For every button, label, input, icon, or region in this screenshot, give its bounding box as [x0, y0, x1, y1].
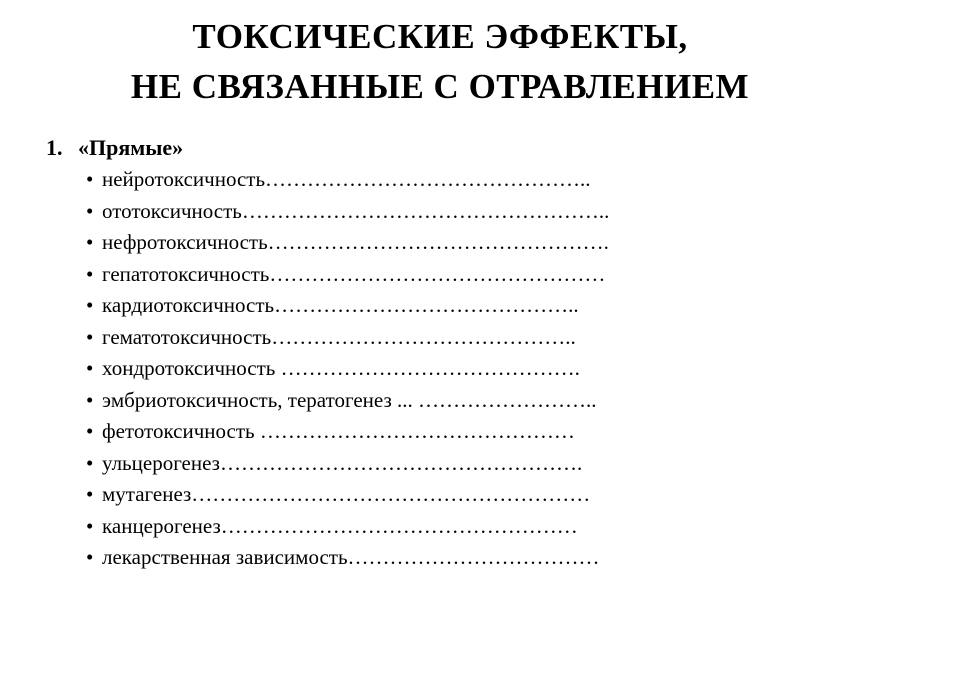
bullet-icon: • [86, 513, 94, 538]
list-item [86, 322, 906, 354]
bullet-icon: • [86, 356, 94, 380]
bullet-icon: • [86, 450, 94, 475]
list-item [86, 259, 906, 291]
list-item [86, 353, 906, 385]
list-item [86, 511, 906, 543]
effects-list [46, 164, 906, 574]
list-item-text: ототоксичность…………………………………………….. [102, 198, 610, 223]
list-item [86, 385, 906, 417]
list-item [86, 227, 906, 259]
slide-title [0, 12, 880, 112]
section-direct-effects [46, 134, 906, 574]
bullet-icon: • [86, 419, 94, 443]
list-item-text: канцерогенез…………………………………………… [102, 513, 578, 538]
bullet-icon: • [86, 198, 94, 223]
section-heading-text: «Прямые» [78, 135, 184, 160]
list-item [86, 542, 906, 574]
bullet-icon: • [86, 167, 94, 191]
list-item [86, 290, 906, 322]
list-item-text: гепатотоксичность………………………………………… [102, 261, 606, 286]
section-heading [46, 134, 906, 162]
list-item [86, 164, 906, 196]
bullet-icon: • [86, 261, 94, 286]
list-item [86, 479, 906, 511]
list-item-text: мутагенез………………………………………………… [102, 482, 591, 506]
bullet-icon: • [86, 293, 94, 317]
title-line-1: ТОКСИЧЕСКИЕ ЭФФЕКТЫ, [192, 17, 688, 56]
list-item-text: нефротоксичность…………………………………………. [102, 230, 609, 254]
list-item [86, 416, 906, 448]
list-item-text: гематотоксичность…………………………………….. [102, 324, 576, 349]
section-number: 1. [46, 135, 63, 160]
list-item-text: кардиотоксичность…………………………………….. [102, 293, 579, 317]
list-item-text: ульцерогенез……………………………………………. [102, 450, 583, 475]
bullet-icon: • [86, 482, 94, 506]
list-item-text: хондротоксичность ……………………………………. [102, 356, 580, 380]
bullet-icon: • [86, 230, 94, 254]
bullet-icon: • [86, 324, 94, 349]
list-item [86, 448, 906, 480]
list-item-text: нейротоксичность……………………………………….. [102, 167, 591, 191]
bullet-icon: • [86, 387, 94, 412]
list-item-text: лекарственная зависимость……………………………… [102, 545, 600, 569]
list-item [86, 196, 906, 228]
bullet-icon: • [86, 545, 94, 569]
title-line-2: НЕ СВЯЗАННЫЕ С ОТРАВЛЕНИЕМ [130, 67, 750, 106]
list-item-text: фетотоксичность ……………………………………… [102, 419, 575, 443]
list-item-text: эмбриотоксичность, тератогенез ... …………………….. [102, 387, 597, 412]
